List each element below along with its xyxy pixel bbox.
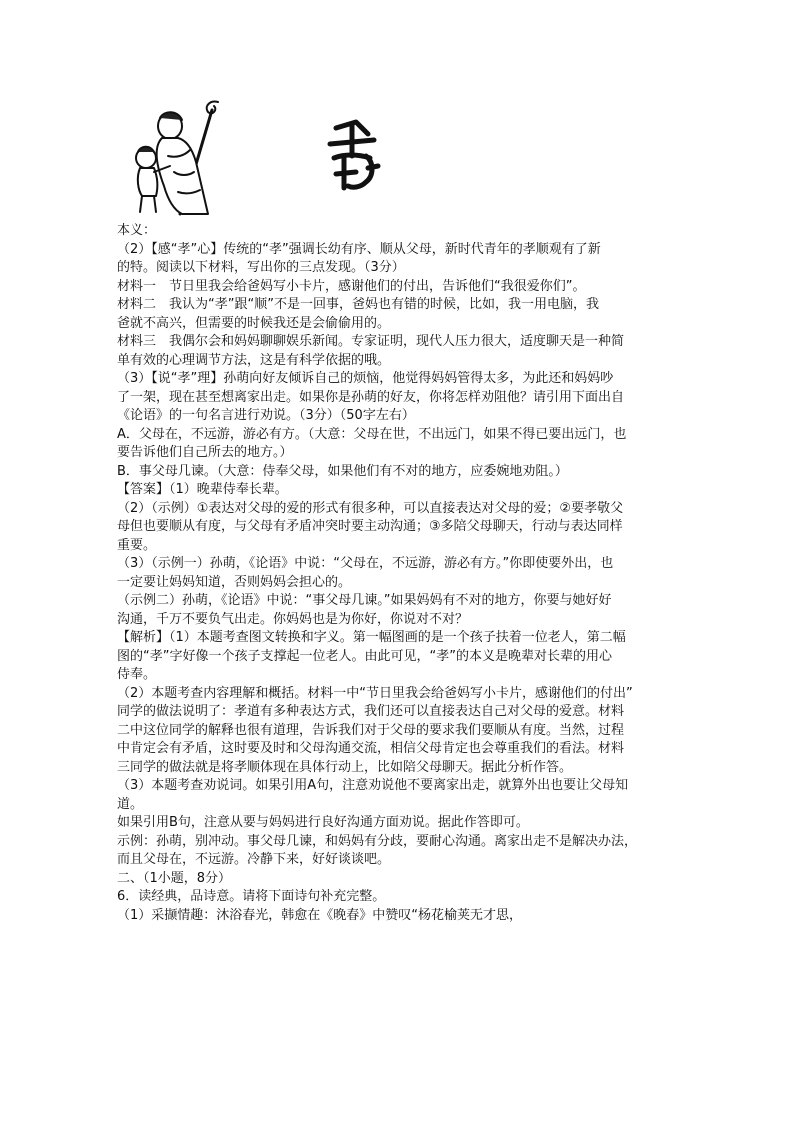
text-line: 爸就不高兴，但需要的时候我还是会偷偷用的。 [117,315,391,331]
text-line: A．父母在，不远游，游必有方。（大意：父母在世，不出远门，如果不得已要出远门，也 [117,426,627,442]
text-line: 了一架，现在甚至想离家出走。如果你是孙萌的好友，你将怎样劝阻他？请引用下面出自 [117,389,625,405]
text-line: （3）（示例一）孙萌，《论语》中说：“父母在，不远游，游必有方。”你即使要外出，也 [117,556,614,571]
text-line: 材料二 我认为“孝”跟“顺”不是一回事，爸妈也有错的时候，比如，我一用电脑，我 [117,297,599,312]
text-line: 图的“孝”字好像一个孩子支撑起一位老人。由此可见，“孝”的本义是晚辈对长辈的用心 [117,648,612,664]
text-line: 重要。 [117,537,157,553]
text-line: 材料一 节日里我会给爸妈写小卡片，感谢他们的付出，告诉他们“我很爱你们”。 [117,278,586,294]
child-supporting-elder-picture [136,102,218,214]
text-line: 如果引用B句，注意从要与妈妈进行良好沟通方面劝说。据此作答即可。 [117,815,529,830]
document-body [117,222,677,925]
text-line: 单有效的心理调节方法，这是有科学依据的哦。 [117,352,391,368]
text-line: 道。 [117,796,144,812]
text-line: 同学的做法说明了：孝道有多种表达方式，我们还可以直接表达自己对父母的爱意。材料 [117,704,625,719]
text-line: 材料三 我偶尔会和妈妈聊聊娱乐新闻。专家证明，现代人压力很大，适度聊天是一种简 [117,334,625,349]
text-line: 本义： [117,223,157,238]
text-line: （2）【感“孝”心】传统的“孝”强调长幼有序、顺从父母，新时代青年的孝顺观有了新 [117,241,601,257]
text-line: （1）采撷情趣：沐浴春光，韩愈在《晚春》中赞叹“杨花榆荚无才思， [117,907,523,923]
text-line: 沟通，千万不要负气出走。你妈妈也是为你好，你说对不对？ [117,611,469,627]
text-line: 二、（1小题，8分） [117,870,232,886]
text-line: （3）本题考查劝说词。如果引用A句，注意劝说他不要离家出走，就算外出也要让父母知 [117,778,629,793]
text-line: 侍奉。 [117,667,157,682]
text-line: B．事父母几谏。（大意：侍奉父母，如果他们有不对的地方，应委婉地劝阻。） [117,463,568,479]
text-line: （示例二）孙萌，《论语》中说：“事父母几谏。”如果妈妈有不对的地方，你要与她好好 [117,593,612,608]
seal-script-xiao-character [330,122,378,188]
text-line: 一定要让妈妈知道，否则妈妈会担心的。 [117,574,352,590]
text-line: 示例：孙萌，别冲动。事父母几谏，和妈妈有分歧，要耐心沟通。离家出走不是解决办法， [117,833,638,849]
text-line: 【答案】（1）晚辈侍奉长辈。 [117,482,288,497]
text-line: 而且父母在，不远游。冷静下来，好好谈谈吧。 [117,852,391,867]
text-line: 中肯定会有矛盾，这时要及时和父母沟通交流，相信父母肯定也会尊重我们的看法。材料 [117,741,625,756]
text-line: 【解析】（1）本题考查图文转换和字义。第一幅图画的是一个孩子扶着一位老人，第二幅 [117,630,626,645]
text-line: 要告诉他们自己所去的地方。） [117,445,293,460]
text-line: 《论语》的一句名言进行劝说。（3分）（50字左右） [117,408,415,423]
xiao-illustration [130,96,420,222]
text-line: 的特。阅读以下材料，写出你的三点发现。（3分） [117,260,405,275]
text-line: 二中这位同学的解释也很有道理，告诉我们对于父母的要求我们要顺从有度。当然，过程 [117,722,625,738]
text-line: （2）本题考查内容理解和概括。材料一中“节日里我会给爸妈写小卡片，感谢他们的付出” [117,685,633,701]
text-line: 6．读经典，品诗意。请将下面诗句补充完整。 [117,889,386,904]
text-line: （3）【说“孝”理】孙萌向好友倾诉自己的烦恼，他觉得妈妈管得太多，为此还和妈妈吵 [117,371,614,386]
text-line: 母但也要顺从有度，与父母有矛盾冲突时要主动沟通；③多陪父母聊天，行动与表达同样 [117,519,623,534]
text-line: 三同学的做法就是将孝顺体现在具体行动上，比如陪父母聊天。据此分析作答。 [117,759,573,775]
text-line: （2）（示例）①表达对父母的爱的形式有很多种，可以直接表达对父母的爱；②要孝敬父 [117,500,624,516]
